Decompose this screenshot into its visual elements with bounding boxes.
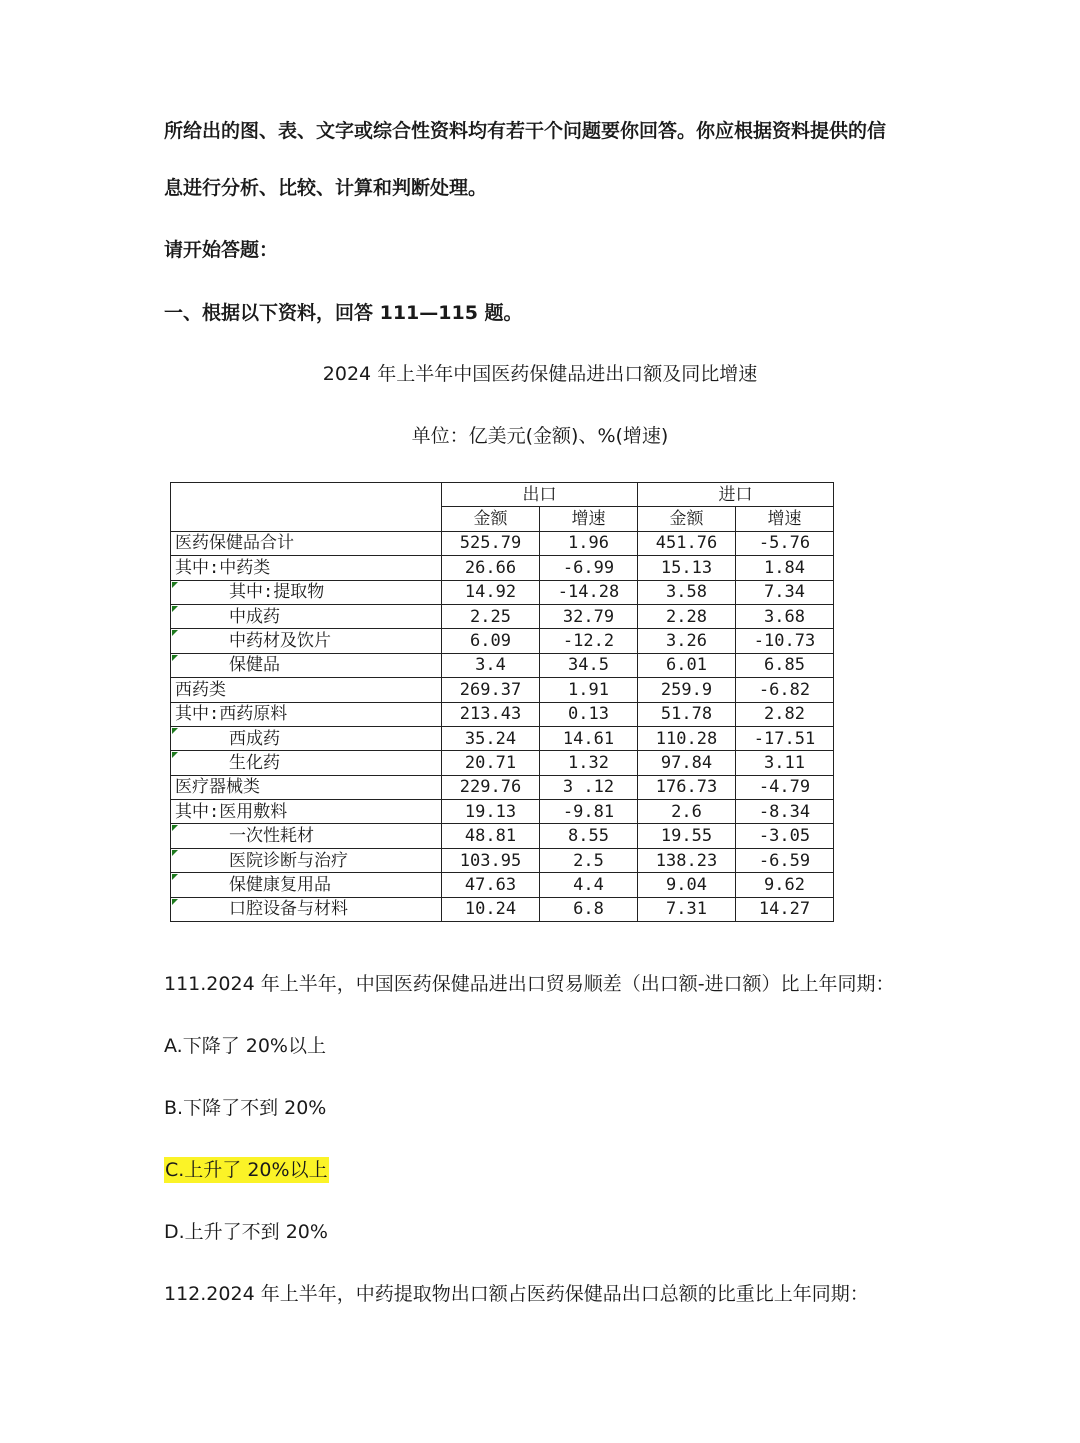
export-growth-cell: -9.81 [540, 800, 638, 824]
import-amount-cell: 259.9 [638, 678, 736, 702]
export-amount-cell: 20.71 [442, 751, 540, 775]
row-label: 西药类 [171, 678, 442, 702]
export-growth-cell: 34.5 [540, 653, 638, 677]
export-growth-cell: 8.55 [540, 824, 638, 848]
export-amount-cell: 213.43 [442, 702, 540, 726]
import-growth-cell: 3.68 [736, 604, 834, 628]
table-group-header-row [171, 483, 834, 507]
export-amount-cell: 47.63 [442, 873, 540, 897]
row-label: 医药保健品合计 [171, 531, 442, 555]
export-amount-header: 金额 [442, 507, 540, 531]
import-amount-cell: 6.01 [638, 653, 736, 677]
option-c-wrapper [164, 1156, 329, 1184]
export-growth-cell: 14.61 [540, 726, 638, 750]
export-growth-cell: -14.28 [540, 580, 638, 604]
import-growth-cell: 9.62 [736, 873, 834, 897]
export-amount-cell: 26.66 [442, 556, 540, 580]
export-growth-cell: 0.13 [540, 702, 638, 726]
import-growth-cell: 14.27 [736, 897, 834, 921]
export-amount-cell: 525.79 [442, 531, 540, 555]
export-amount-cell: 229.76 [442, 775, 540, 799]
row-label: 其中:中药类 [171, 556, 442, 580]
import-growth-cell: -10.73 [736, 629, 834, 653]
row-label: 其中:西药原料 [171, 702, 442, 726]
import-amount-cell: 15.13 [638, 556, 736, 580]
table-corner-cell [171, 483, 442, 532]
question-112: 112.2024 年上半年，中药提取物出口额占医药保健品出口总额的比重比上年同期： [164, 1283, 869, 1305]
import-amount-cell: 9.04 [638, 873, 736, 897]
import-growth-cell: -6.82 [736, 678, 834, 702]
export-amount-cell: 48.81 [442, 824, 540, 848]
intro-line-2: 息进行分析、比较、计算和判断处理。 [164, 177, 488, 199]
export-growth-cell: 1.91 [540, 678, 638, 702]
export-amount-cell: 10.24 [442, 897, 540, 921]
import-growth-cell: -17.51 [736, 726, 834, 750]
export-growth-cell: 1.32 [540, 751, 638, 775]
option-b: B.下降了不到 20% [164, 1097, 327, 1119]
import-growth-cell: 1.84 [736, 556, 834, 580]
row-label: 保健康复用品 [171, 873, 442, 897]
import-amount-cell: 2.6 [638, 800, 736, 824]
export-amount-cell: 3.4 [442, 653, 540, 677]
table-row [171, 800, 834, 824]
export-growth-header: 增速 [540, 507, 638, 531]
row-label: 西成药 [171, 726, 442, 750]
data-table [170, 482, 834, 922]
table-row [171, 726, 834, 750]
table-row [171, 775, 834, 799]
question-111: 111.2024 年上半年，中国医药保健品进出口贸易顺差（出口额-进口额）比上年同期： [164, 973, 895, 995]
import-amount-cell: 3.26 [638, 629, 736, 653]
row-label: 医院诊断与治疗 [171, 848, 442, 872]
export-growth-cell: 6.8 [540, 897, 638, 921]
export-growth-cell: 1.96 [540, 531, 638, 555]
table-row [171, 678, 834, 702]
export-growth-cell: 2.5 [540, 848, 638, 872]
export-amount-cell: 14.92 [442, 580, 540, 604]
import-growth-cell: -6.59 [736, 848, 834, 872]
export-amount-cell: 103.95 [442, 848, 540, 872]
row-label: 口腔设备与材料 [171, 897, 442, 921]
option-c-highlighted: C.上升了 20%以上 [165, 1159, 328, 1181]
import-amount-cell: 3.58 [638, 580, 736, 604]
export-growth-cell: 32.79 [540, 604, 638, 628]
export-amount-cell: 35.24 [442, 726, 540, 750]
import-growth-cell: 2.82 [736, 702, 834, 726]
table-row [171, 824, 834, 848]
import-amount-cell: 97.84 [638, 751, 736, 775]
import-growth-cell: 6.85 [736, 653, 834, 677]
row-label: 医疗器械类 [171, 775, 442, 799]
table-title: 2024 年上半年中国医药保健品进出口额及同比增速 [322, 363, 758, 385]
row-label: 生化药 [171, 751, 442, 775]
import-amount-cell: 451.76 [638, 531, 736, 555]
export-amount-cell: 19.13 [442, 800, 540, 824]
import-amount-cell: 110.28 [638, 726, 736, 750]
export-header: 出口 [442, 483, 638, 507]
option-d: D.上升了不到 20% [164, 1221, 328, 1243]
import-growth-cell: 3.11 [736, 751, 834, 775]
import-header: 进口 [638, 483, 834, 507]
import-amount-cell: 51.78 [638, 702, 736, 726]
table-row [171, 604, 834, 628]
table-unit: 单位：亿美元(金额)、%(增速) [411, 425, 669, 447]
table-row [171, 873, 834, 897]
intro-line-1: 所给出的图、表、文字或综合性资料均有若干个问题要你回答。你应根据资料提供的信 [164, 120, 887, 142]
row-label: 其中:提取物 [171, 580, 442, 604]
export-growth-cell: -6.99 [540, 556, 638, 580]
table-row [171, 702, 834, 726]
import-growth-cell: 7.34 [736, 580, 834, 604]
option-a: A.下降了 20%以上 [164, 1035, 326, 1057]
table-row [171, 897, 834, 921]
export-amount-cell: 269.37 [442, 678, 540, 702]
row-label: 中成药 [171, 604, 442, 628]
export-growth-cell: -12.2 [540, 629, 638, 653]
export-growth-cell: 3 .12 [540, 775, 638, 799]
table-row [171, 580, 834, 604]
table-row [171, 848, 834, 872]
import-growth-cell: -3.05 [736, 824, 834, 848]
table-row [171, 629, 834, 653]
import-growth-cell: -5.76 [736, 531, 834, 555]
table-row [171, 751, 834, 775]
import-amount-cell: 2.28 [638, 604, 736, 628]
import-amount-cell: 7.31 [638, 897, 736, 921]
section-heading: 一、根据以下资料，回答 111—115 题。 [164, 302, 523, 324]
import-amount-header: 金额 [638, 507, 736, 531]
table-row [171, 531, 834, 555]
import-growth-cell: -4.79 [736, 775, 834, 799]
row-label: 一次性耗材 [171, 824, 442, 848]
import-growth-header: 增速 [736, 507, 834, 531]
row-label: 中药材及饮片 [171, 629, 442, 653]
start-prompt: 请开始答题： [164, 239, 279, 261]
import-amount-cell: 176.73 [638, 775, 736, 799]
table-row [171, 653, 834, 677]
export-amount-cell: 6.09 [442, 629, 540, 653]
export-amount-cell: 2.25 [442, 604, 540, 628]
row-label: 保健品 [171, 653, 442, 677]
import-growth-cell: -8.34 [736, 800, 834, 824]
import-amount-cell: 19.55 [638, 824, 736, 848]
import-amount-cell: 138.23 [638, 848, 736, 872]
table-row [171, 556, 834, 580]
export-growth-cell: 4.4 [540, 873, 638, 897]
row-label: 其中:医用敷料 [171, 800, 442, 824]
